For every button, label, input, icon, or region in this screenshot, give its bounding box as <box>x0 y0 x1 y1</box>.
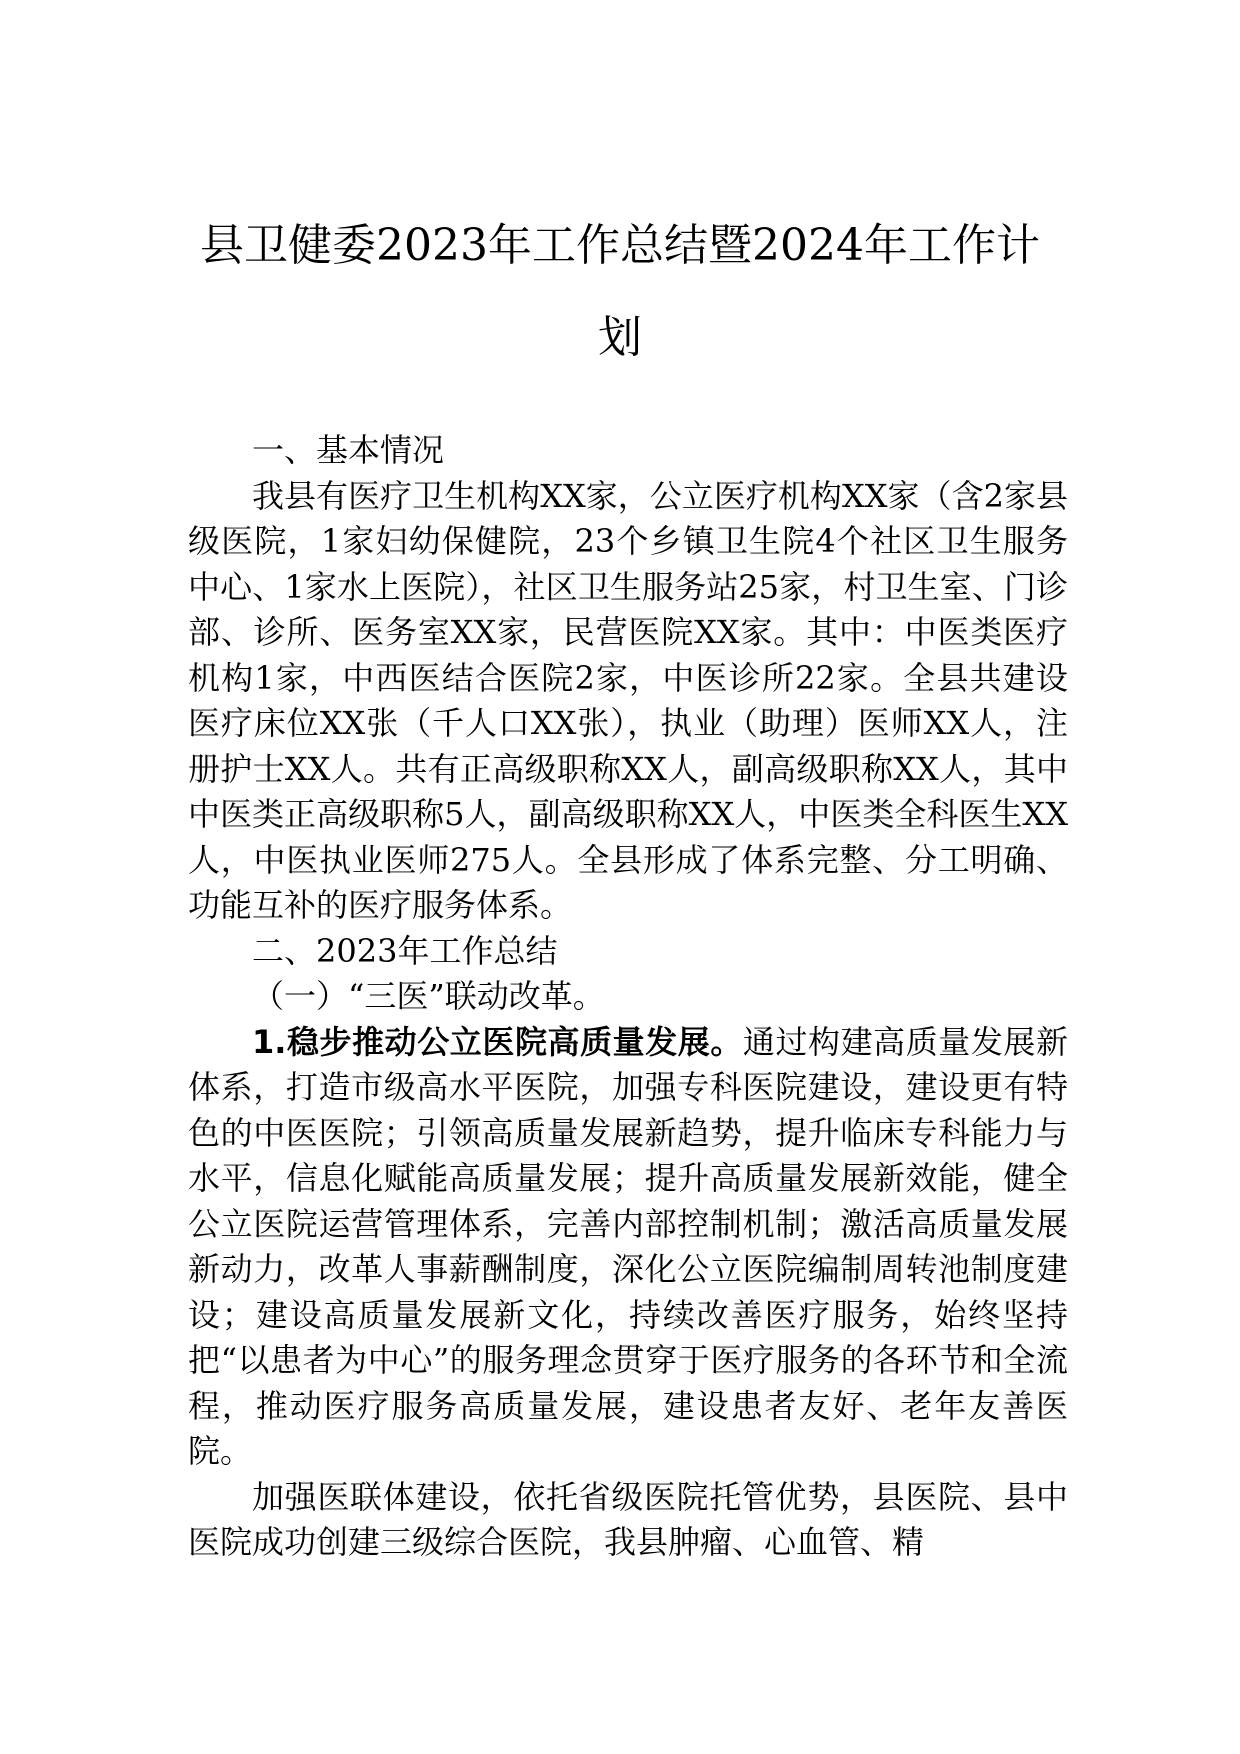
document-title: 县卫健委2023年工作总结暨2024年工作计划 <box>200 220 1040 363</box>
document-body <box>188 428 1068 1566</box>
paragraph-medical-alliance: 加强医联体建设，依托省级医院托管优势，县医院、县中医院成功创建三级综合医院，我县肿瘤、心血管、精 <box>188 1477 1068 1561</box>
item-1-text: 通过构建高质量发展新体系，打造市级高水平医院，加强专科医院建设，建设更有特色的中医医院；引领高质量发展新趋势，提升临床专科能力与水平，信息化赋能高质量发展；提升高质量发展新效能，健全公立医院运营管理体系，完善内部控制机制；激活高质量发展新动力，改革人事薪酬制度，深化公立医院编制周转池制度建设；建设高质量发展新文化，持续改善医疗服务，始终坚持把“以患者为中心”的服务理念贯穿于医疗服务的各环节和全流程，推动医疗服务高质量发展，建设患者友好、老年友善医院。 <box>188 1022 1068 1470</box>
section-heading-summary: 二、2023年工作总结 <box>252 931 558 970</box>
paragraph-basic-situation: 我县有医疗卫生机构XX家，公立医疗机构XX家（含2家县级医院，1家妇幼保健院，23个乡镇卫生院4个社区卫生服务中心、1家水上医院），社区卫生服务站25家，村卫生室、门诊部、诊所、医务室XX家，民营医院XX家。其中：中医类医疗机构1家，中西医结合医院2家，中医诊所22家。全县共建设医疗床位XX张（千人口XX张），执业（助理）医师XX人，注册护士XX人。共有正高级职称XX人，副高级职称XX人，其中中医类正高级职称5人，副高级职称XX人，中医类全科医生XX人，中医执业医师275人。全县形成了体系完整、分工明确、功能互补的医疗服务体系。 <box>188 476 1068 924</box>
paragraph-item-1 <box>188 1020 1068 1475</box>
subsection-heading-reform: （一）“三医”联动改革。 <box>252 977 605 1015</box>
item-1-lead: 1.稳步推动公立医院高质量发展。 <box>252 1022 743 1061</box>
section-heading-basic: 一、基本情况 <box>252 431 445 469</box>
